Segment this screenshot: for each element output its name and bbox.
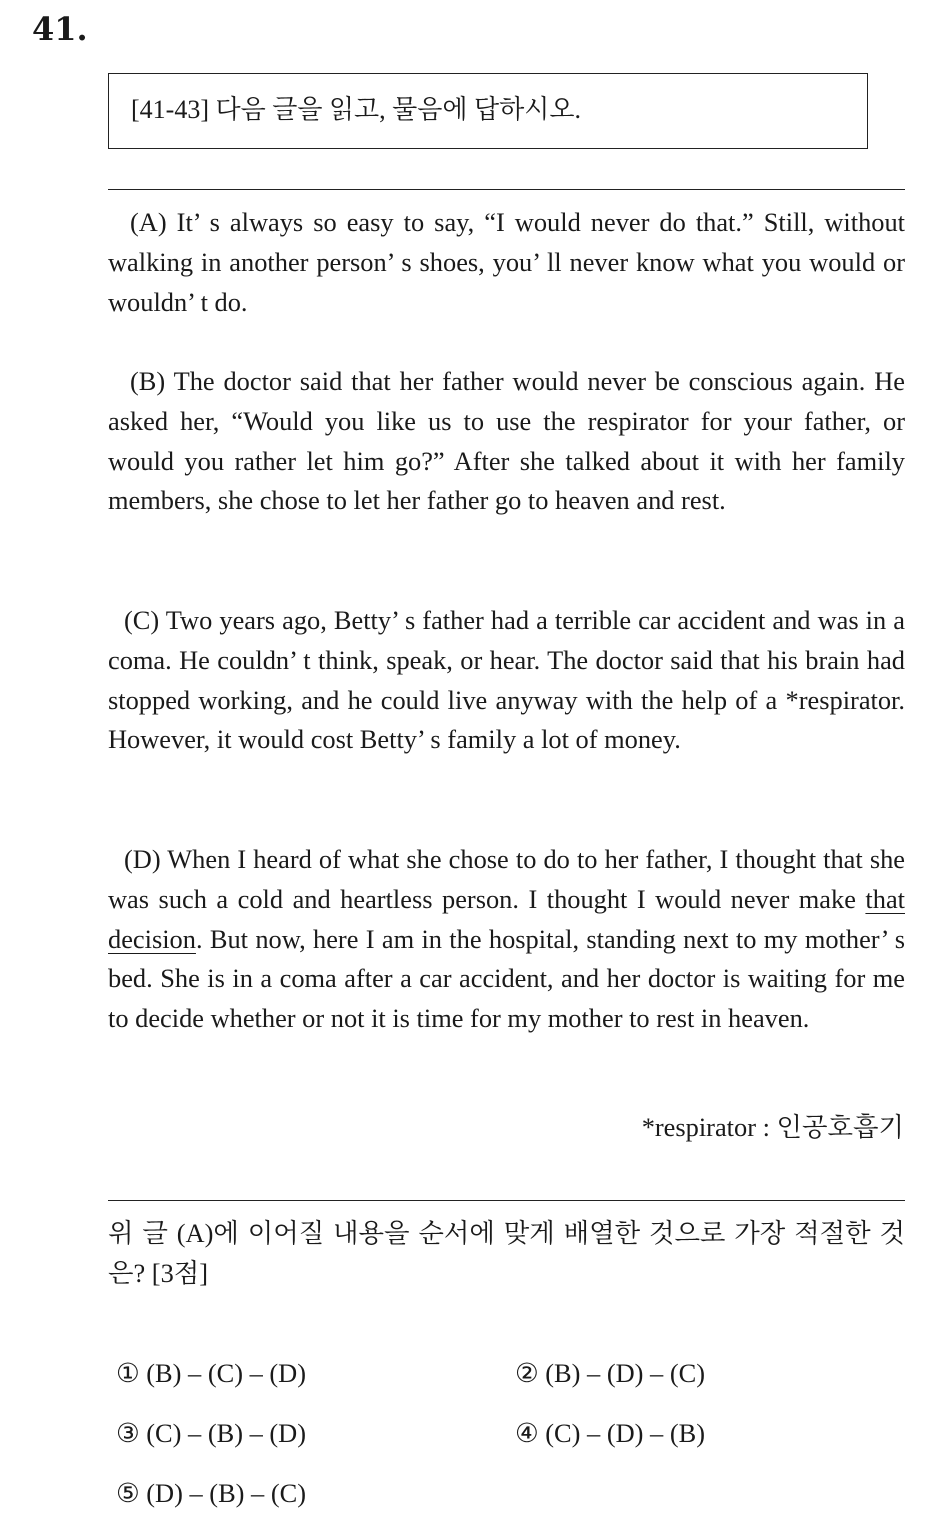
- instruction-text: [41-43] 다음 글을 읽고, 물음에 답하시오.: [131, 95, 581, 124]
- passage-top-rule: [108, 189, 905, 190]
- passage-b: (B) The doctor said that her father would never be conscious again. He asked her, “Would you like us to use the respirator for your father, or would you rather let him go?” After she talked about it with her family members, she chose to let her father go to heaven and rest.: [108, 366, 905, 516]
- passage-a: (A) It’ s always so easy to say, “I would never do that.” Still, without walking in another person’ s shoes, you’ ll never know what you would or wouldn’ t do.: [108, 207, 905, 317]
- question-number: 41.: [32, 10, 88, 48]
- choice-4[interactable]: ④ (C) – (D) – (B): [515, 1418, 706, 1448]
- passage-c: (C) Two years ago, Betty’ s father had a terrible car accident and was in a coma. He couldn’ t think, speak, or hear. The doctor said that his brain had stopped working, and he could live anyway with the help of a *respirator. However, it would cost Betty’ s family a lot of money.: [108, 605, 905, 755]
- footnote: *respirator : 인공호흡기: [641, 1112, 904, 1142]
- choice-1[interactable]: ① (B) – (C) – (D): [116, 1358, 307, 1388]
- instruction-box: [108, 73, 868, 149]
- choice-5[interactable]: ⑤ (D) – (B) – (C): [116, 1478, 307, 1508]
- passage-d-text-after: . But now, here I am in the hospital, standing next to my mother’ s bed. She is in a coma after a car accident, and her doctor is waiting for me to decide whether or not it is time for my mother to rest in heaven.: [108, 923, 905, 1034]
- choice-2[interactable]: ② (B) – (D) – (C): [515, 1358, 706, 1388]
- underlined-phrase: that decision: [108, 883, 905, 954]
- choice-3[interactable]: ③ (C) – (B) – (D): [116, 1418, 307, 1448]
- passage-bottom-rule: [108, 1200, 905, 1201]
- question-stem: 위 글 (A)에 이어질 내용을 순서에 맞게 배열한 것으로 가장 적절한 것은? [3점]: [108, 1218, 905, 1288]
- passage-d: [108, 840, 905, 1039]
- passage-d-text-before: (D) When I heard of what she chose to do to her father, I thought that she was such a cold and heartless person. I thought I would never make: [108, 844, 905, 914]
